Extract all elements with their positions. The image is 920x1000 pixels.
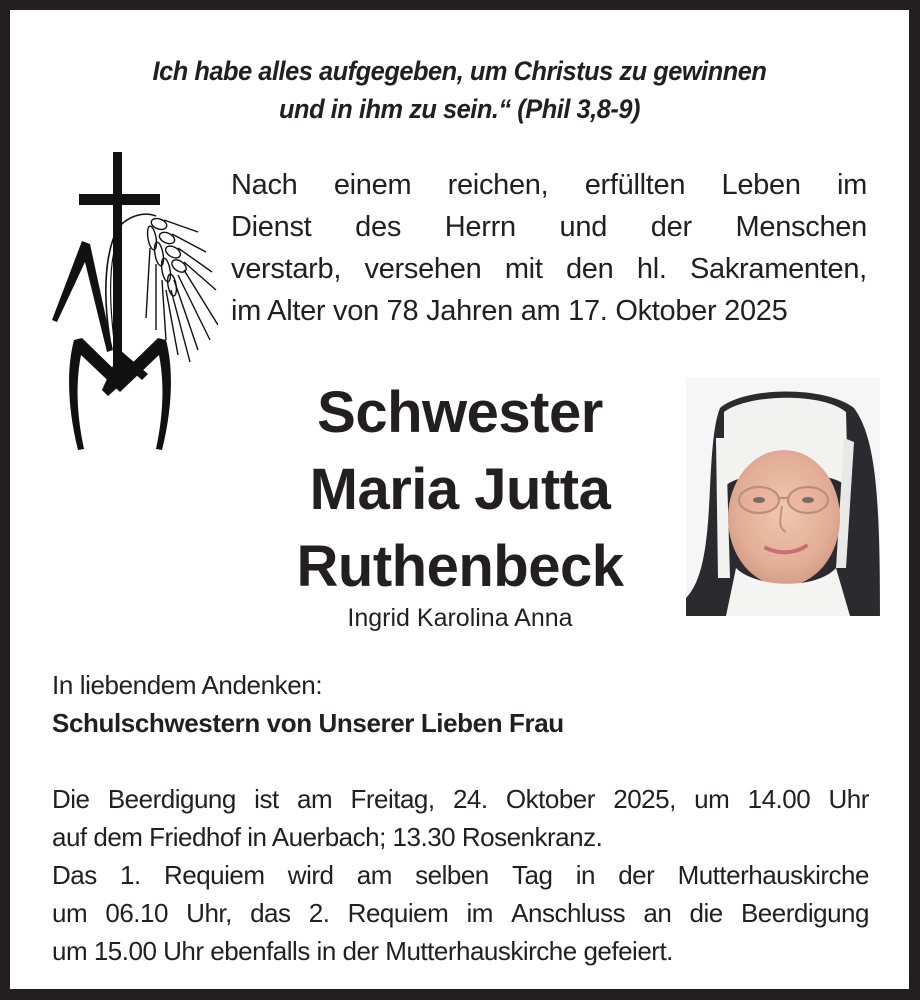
word: an bbox=[643, 898, 672, 928]
word: Uhr, bbox=[186, 898, 232, 928]
word: Leben bbox=[721, 169, 801, 201]
word: erfüllten bbox=[584, 169, 686, 201]
word: Herrn bbox=[444, 211, 516, 243]
memorial-label: In liebendem Andenken: bbox=[52, 670, 323, 700]
word: im bbox=[466, 898, 493, 928]
birth-name: Ingrid Karolina Anna bbox=[347, 604, 573, 632]
word: der bbox=[650, 211, 692, 243]
verse-line-1: Ich habe alles aufgegeben, um Christus zu gewinnen bbox=[152, 56, 767, 86]
portrait-photo bbox=[686, 378, 880, 616]
word: Requiem bbox=[347, 898, 449, 928]
word: selben bbox=[415, 860, 489, 890]
word: reichen, bbox=[447, 169, 549, 201]
word: die bbox=[689, 898, 723, 928]
word: Die bbox=[52, 784, 90, 814]
word: Requiem bbox=[163, 860, 265, 890]
word: im bbox=[836, 169, 867, 201]
cross-with-wheat-ear-and-m-icon bbox=[38, 140, 218, 460]
word: Dienst bbox=[231, 211, 312, 243]
intro-line-2 bbox=[231, 206, 867, 248]
deceased-surname: Ruthenbeck bbox=[296, 534, 624, 599]
word: einem bbox=[333, 169, 412, 201]
word: Tag bbox=[512, 860, 553, 890]
intro-text bbox=[231, 164, 867, 332]
funeral-line-5: um 15.00 Uhr ebenfalls in der Mutterhauskirche gefeiert. bbox=[52, 936, 673, 966]
word: 2. bbox=[308, 898, 330, 928]
word: der bbox=[618, 860, 655, 890]
word: um bbox=[52, 898, 88, 928]
word: am bbox=[356, 860, 392, 890]
word: und bbox=[559, 211, 608, 243]
funeral-details bbox=[52, 780, 869, 970]
funeral-line-2: auf dem Friedhof in Auerbach; 13.30 Rosenkranz. bbox=[52, 822, 603, 852]
word: des bbox=[355, 211, 402, 243]
word: hl. bbox=[636, 253, 667, 285]
word: Beerdigung bbox=[107, 784, 236, 814]
word: Uhr bbox=[828, 784, 869, 814]
funeral-line-1 bbox=[52, 780, 869, 818]
word: Beerdigung bbox=[740, 898, 869, 928]
word: mit bbox=[504, 253, 543, 285]
word: Oktober bbox=[505, 784, 595, 814]
memorial-organization: Schulschwestern von Unserer Lieben Frau bbox=[52, 708, 564, 738]
deceased-given-names: Maria Jutta bbox=[309, 457, 611, 522]
intro-line-4: im Alter von 78 Jahren am 17. Oktober 2025 bbox=[231, 295, 788, 327]
deceased-name-block bbox=[242, 374, 678, 635]
word: Mutterhauskirche bbox=[677, 860, 869, 890]
word: ist bbox=[254, 784, 279, 814]
memorial-section bbox=[52, 666, 872, 742]
word: Nach bbox=[231, 169, 298, 201]
intro-line-3 bbox=[231, 248, 867, 290]
word: am bbox=[297, 784, 333, 814]
word: 1. bbox=[120, 860, 141, 890]
word: das bbox=[250, 898, 291, 928]
funeral-line-3 bbox=[52, 856, 869, 894]
verse-line-2: und in ihm zu sein.“ (Phil 3,8-9) bbox=[279, 94, 640, 124]
word: Anschluss bbox=[511, 898, 626, 928]
word: 24. bbox=[452, 784, 488, 814]
word: in bbox=[575, 860, 595, 890]
word: 14.00 bbox=[747, 784, 811, 814]
intro-line-1 bbox=[231, 164, 867, 206]
obituary-page bbox=[10, 10, 909, 989]
word: wird bbox=[287, 860, 334, 890]
word: um bbox=[694, 784, 730, 814]
bible-verse bbox=[37, 52, 882, 128]
word: Sakramenten, bbox=[689, 253, 867, 285]
word: 2025, bbox=[613, 784, 676, 814]
funeral-line-4 bbox=[52, 894, 869, 932]
word: Freitag, bbox=[350, 784, 435, 814]
word: Menschen bbox=[735, 211, 867, 243]
deceased-title: Schwester bbox=[317, 380, 603, 445]
word: den bbox=[565, 253, 614, 285]
word: Das bbox=[52, 860, 97, 890]
word: verstarb, bbox=[231, 253, 342, 285]
word: versehen bbox=[364, 253, 482, 285]
word: 06.10 bbox=[105, 898, 168, 928]
